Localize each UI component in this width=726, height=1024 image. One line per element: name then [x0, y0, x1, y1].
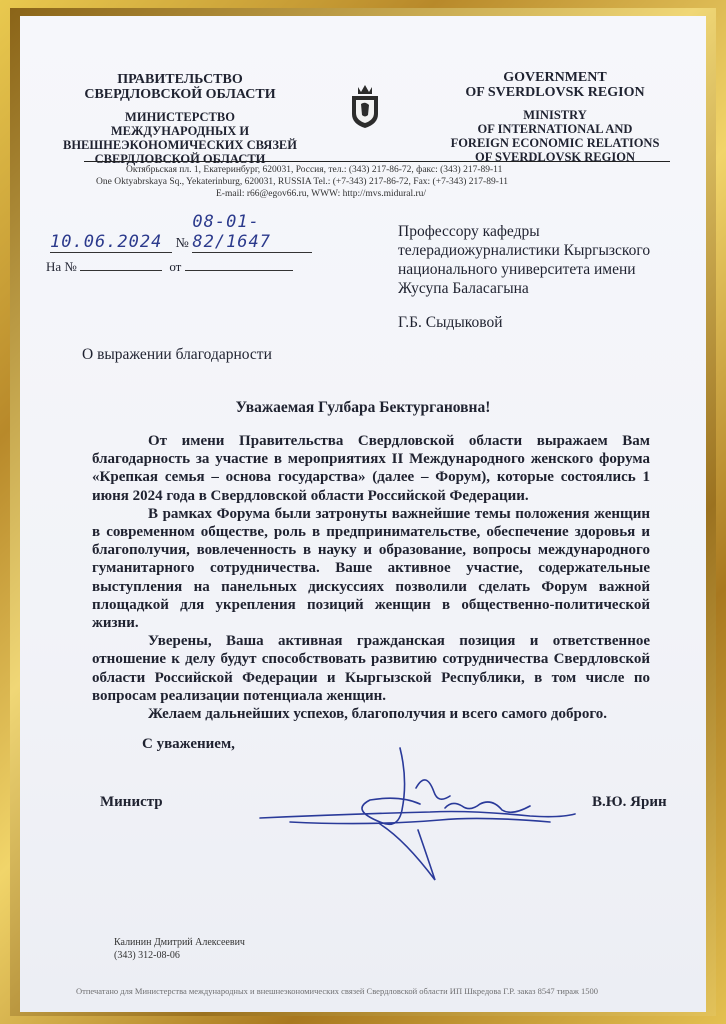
salutation: Уважаемая Гулбара Бектургановна! [235, 399, 491, 416]
header-en-ministry-line-3: FOREIGN ECONOMIC RELATIONS [450, 136, 660, 150]
header-en-ministry [430, 108, 680, 164]
handwritten-signature [230, 740, 590, 890]
body-paragraph-2: В рамках Форума были затронуты важнейшие темы положения женщин в современном обществе, роль в предпринимательстве, обеспечение здоровья и благополучия, вовлеченность в науку и образование, вопросы международного гуманитарного сотрудничества. Ваше активное участие, содержательные выступления на панельных дискуссиях позволили сделать Форум важной площадкой для укрепления позиций женщин в общественно-политической жизни. [92, 505, 650, 632]
header-en-gov-line-2: OF SVERDLOVSK REGION [465, 85, 645, 100]
registration-number: 08-01-82/1647 [192, 212, 312, 253]
addressee-block [398, 222, 698, 298]
header-en [430, 70, 680, 164]
reference-from-label: от [169, 259, 182, 274]
executor-name: Калинин Дмитрий Алексеевич [114, 937, 245, 948]
header-ru-ministry-line-1: МИНИСТЕРСТВО [125, 110, 235, 124]
header-ru-ministry-line-2: МЕЖДУНАРОДНЫХ И [110, 124, 250, 138]
executor-phone: (343) 312-08-06 [114, 950, 180, 961]
addressee-line-3: национального университета имени [398, 261, 636, 278]
header-ru-gov-line-1: ПРАВИТЕЛЬСТВО [117, 72, 243, 87]
letter-subject: О выражении благодарности [82, 346, 272, 363]
executor-block [114, 936, 245, 962]
registration-no-label: № [175, 236, 189, 251]
header-ru [60, 72, 300, 166]
reference-row [46, 259, 293, 275]
header-en-gov-line-1: GOVERNMENT [503, 70, 607, 85]
header-ru-gov-line-2: СВЕРДЛОВСКОЙ ОБЛАСТИ [84, 87, 276, 102]
print-line: Отпечатано для Министерства международных и внешнеэкономических связей Свердловской области ИП Шкредова Г.Р. заказ 8547 тираж 1500 [76, 986, 598, 996]
signatory-name: В.Ю. Ярин [592, 794, 667, 810]
header-divider [84, 161, 670, 162]
header-ru-ministry-line-4: СВЕРДЛОВСКОЙ ОБЛАСТИ [94, 152, 266, 166]
closing: С уважением, [142, 736, 235, 752]
addressee-line-1: Профессору кафедры [398, 223, 540, 240]
header-ru-ministry-line-3: ВНЕШНЕЭКОНОМИЧЕСКИХ СВЯЗЕЙ [62, 138, 297, 152]
header-ru-ministry [60, 110, 300, 166]
address-ru: Октябрьская пл. 1, Екатеринбург, 620031, Россия, тел.: (343) 217-86-72, факс: (343) 217-89-11 [126, 165, 503, 175]
address-en: One Oktyabrskaya Sq., Yekaterinburg, 620031, RUSSIA Tel.: (+7-343) 217-86-72, Fax: (+7-343) 217-89-11 [96, 177, 509, 187]
body-paragraph-3: Уверены, Ваша активная гражданская позиция и ответственное отношение к делу будут способствовать развитию сотрудничества Свердловской области Российской Федерации и Кыргызской Республики, в том числе по вопросам реализации потенциала женщин. [92, 633, 650, 704]
coat-of-arms-icon [348, 82, 382, 130]
body-paragraph-1: От имени Правительства Свердловской области выражаем Вам благодарность за участие в мероприятиях II Международного женского форума «Крепкая семья – основа государства» (далее – Форум), которые состоялись 1 июня 2024 года в Свердловской области Российской Федерации. [92, 433, 650, 504]
header-en-ministry-line-1: MINISTRY [523, 108, 587, 122]
header-en-ministry-line-4: OF SVERDLOVSK REGION [475, 150, 635, 164]
body-paragraph-4: Желаем дальнейших успехов, благополучия и всего самого доброго. [148, 706, 608, 723]
letter-body [92, 432, 650, 723]
letter-sheet [20, 16, 706, 1012]
address-email: E-mail: r66@egov66.ru, WWW: http://mvs.midural.ru/ [216, 189, 427, 199]
reference-date-blank [185, 270, 293, 271]
header-en-ministry-line-2: OF INTERNATIONAL AND [477, 122, 633, 136]
reference-label: На № [46, 259, 77, 274]
registration-date: 10.06.2024 [50, 232, 172, 253]
reference-number-blank [80, 270, 162, 271]
addressee-line-2: телерадиожурналистики Кыргызского [398, 242, 651, 259]
registration-row [50, 212, 312, 253]
addressee-line-4: Жусупа Баласагына [398, 280, 529, 297]
signatory-title: Министр [100, 794, 163, 810]
address-block [96, 164, 656, 200]
addressee-name: Г.Б. Сыдыковой [398, 314, 503, 331]
